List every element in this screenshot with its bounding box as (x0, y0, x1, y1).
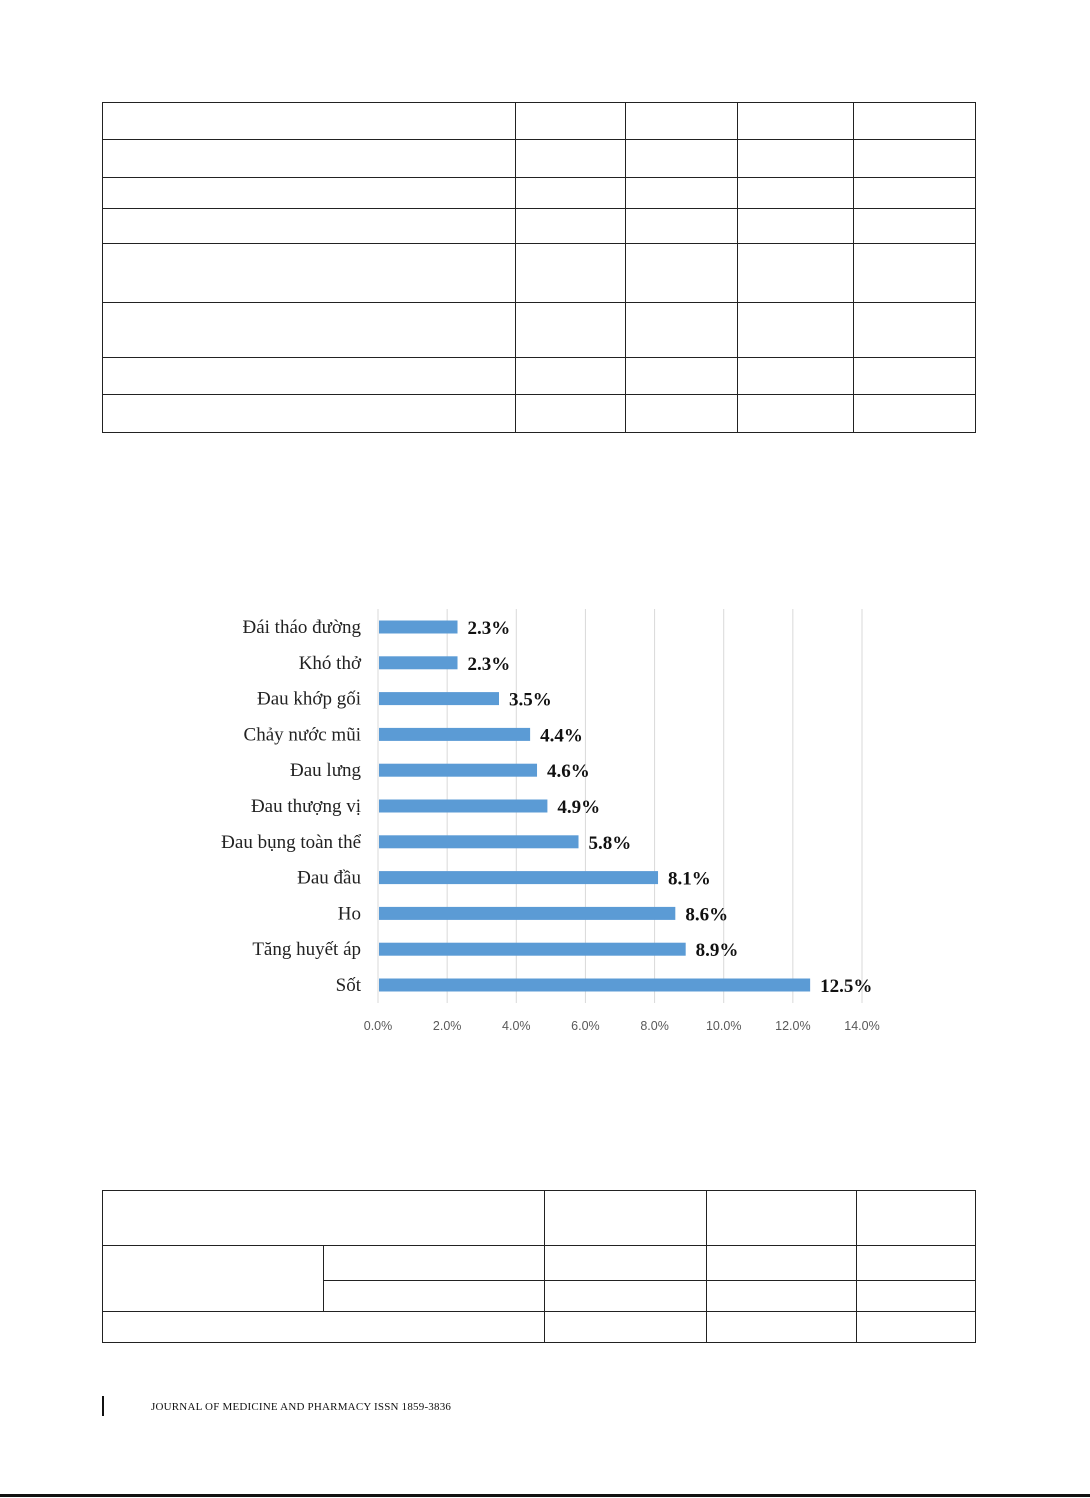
chart-data-label: 4.6% (547, 761, 590, 783)
table-row (103, 209, 976, 244)
chart-category-label: Chảy nước mũi (243, 724, 361, 746)
table-row (103, 103, 976, 140)
chart-bar (379, 621, 458, 634)
chart-bar (379, 979, 810, 992)
chart-category-label: Đau khớp gối (257, 688, 361, 710)
chart-data-label: 4.9% (557, 797, 601, 818)
table-row (103, 1312, 976, 1343)
chart-category-label: Đau bụng toàn thể (221, 831, 361, 853)
chart-bar (379, 835, 579, 848)
chart-bar (379, 656, 458, 669)
chart-tick-label: 2.0% (432, 1019, 462, 1033)
chart-data-label: 2.3% (467, 653, 511, 675)
chart-bar (379, 728, 530, 741)
footer-bar (102, 1396, 104, 1416)
chart-category-label: Tăng huyết áp (252, 939, 361, 961)
table-row (103, 358, 976, 395)
chart-category-label: Sốt (335, 975, 361, 996)
table-row (103, 1191, 976, 1246)
chart-tick-label: 14.0% (844, 1019, 880, 1033)
table-row (103, 178, 976, 209)
chart-bar (379, 907, 675, 920)
chart-data-label: 12.5% (820, 976, 873, 997)
table-row (103, 303, 976, 358)
chart-tick-label: 10.0% (705, 1019, 742, 1033)
chart-tick-label: 0.0% (363, 1019, 393, 1033)
chart-tick-label: 4.0% (502, 1019, 531, 1033)
chart-bar (379, 871, 658, 884)
chart-category-label: Khó thở (298, 652, 361, 674)
chart-bar (379, 800, 547, 813)
chart-bar (379, 943, 686, 956)
table-row (103, 1246, 976, 1281)
table-row (103, 395, 976, 433)
chart-category-label: Đau thượng vị (250, 796, 361, 817)
chart-data-label: 8.6% (685, 904, 729, 926)
footer-journal-text: JOURNAL OF MEDICINE AND PHARMACY ISSN 1859-3836 (151, 1401, 452, 1413)
chart-data-label: 4.4% (540, 725, 583, 747)
table-row (103, 244, 976, 303)
chart-category-labels (221, 617, 362, 996)
bar-chart (190, 598, 910, 1048)
chart-bar (379, 692, 499, 705)
chart-tick-label: 8.0% (640, 1019, 669, 1033)
chart-tick-labels (364, 1019, 880, 1033)
chart-category-label: Đau đầu (297, 867, 361, 889)
chart-data-label: 2.3% (467, 618, 511, 639)
chart-bar (379, 764, 537, 777)
chart-tick-label: 6.0% (571, 1019, 600, 1033)
chart-data-label: 3.5% (509, 689, 552, 711)
table-row (103, 140, 976, 178)
chart-tick-label: 12.0% (775, 1019, 811, 1033)
table-top (102, 102, 976, 433)
chart-category-label: Ho (337, 903, 361, 925)
chart-data-label: 8.9% (695, 940, 739, 962)
chart-category-label: Đái tháo đường (242, 617, 361, 638)
chart-category-label: Đau lưng (290, 760, 361, 782)
bottom-rule (0, 1494, 1090, 1497)
table-bottom (102, 1190, 976, 1343)
chart-data-label: 8.1% (668, 868, 711, 890)
chart-data-label: 5.8% (588, 832, 632, 854)
